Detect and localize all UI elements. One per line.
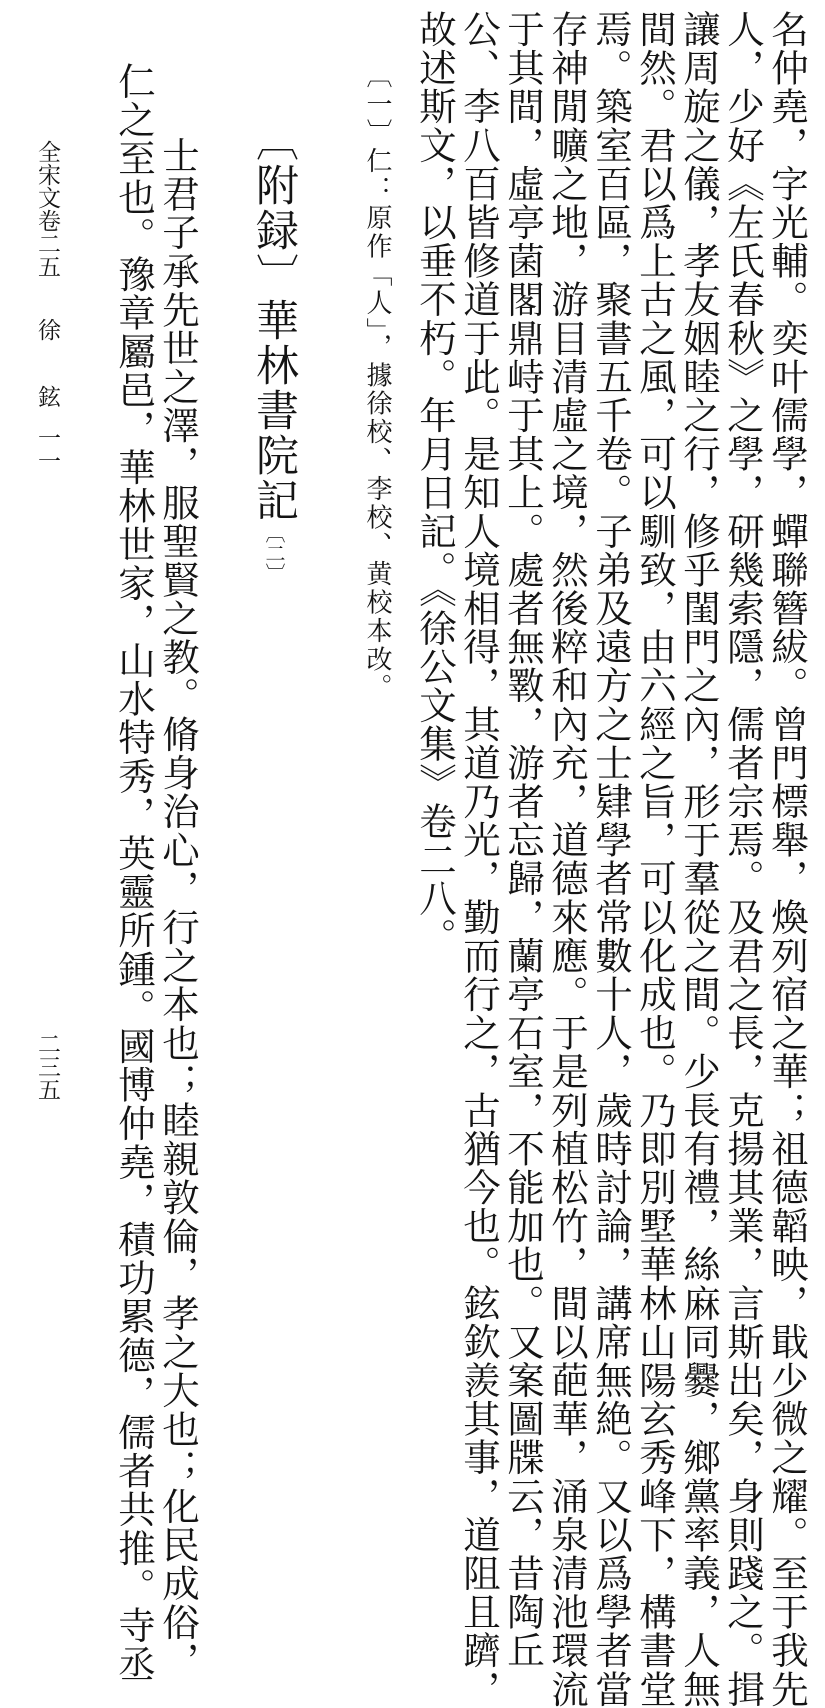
- section-heading: [249, 118, 299, 583]
- text-column-9: 故述斯文，以垂不朽。年月日記。《徐公文集》卷二八。: [413, 10, 457, 957]
- text-column-5: 焉。築室百區，聚書五千卷。子弟及遠方之士肄學者常數十人，歲時討論，講席無絶。又以爲學者當: [589, 10, 633, 1708]
- author-char-1: 徐: [34, 318, 60, 341]
- heading-note-ref: 〔二〕: [262, 523, 286, 583]
- text-column-3: 讓周旋之儀，孝友姻睦之行，修乎閨門之內，形于羣從之間。少長有禮，絲麻同爨，鄉黨率義，人無: [677, 10, 721, 1708]
- section-number: 一一: [34, 426, 60, 472]
- author-char-2: 鉉: [34, 385, 60, 408]
- text-column-2: 人，少好《左氏春秋》之學，研幾索隱，儒者宗焉。及君之長，克揚其業，言斯出矣，身則踐之。揖: [721, 10, 765, 1708]
- text-column-8: 公、李八百皆修道于此。是知人境相得，其道乃光，勤而行之，古猶今也。鉉欽羨其事，道阻且躋，: [457, 10, 501, 1708]
- text-column-7: 于其間，虛亭菌閣鼎峙于其上。處者無斁，游者忘歸，蘭亭石室，不能加也。又案圖牒云，昔陶丘: [501, 10, 545, 1670]
- text-column-1: 名仲堯，字光輔。奕叶儒學，蟬聯簪紱。曾門標舉，煥列宿之華；祖德韜映，戢少微之耀。至于我先: [765, 10, 809, 1708]
- appendix-column-1: 士君子承先世之澤，服聖賢之教。脩身治心，行之本也；睦親敦倫，孝之大也；化民成俗，: [156, 136, 200, 1680]
- section-title: 〔附録〕華林書院記: [249, 118, 299, 523]
- footnote: 〔一〕仁：原作「人」，據徐校、李校、黄校本改。: [362, 62, 392, 703]
- page-number: 二三五: [34, 1032, 60, 1101]
- running-header: [35, 140, 58, 472]
- volume-label: 全宋文卷二五: [34, 140, 60, 278]
- appendix-column-2: 仁之至也。豫章屬邑，華林世家，山水特秀，英靈所鍾。國博仲堯，積功累德，儒者共推。寺丞: [112, 62, 156, 1684]
- text-column-4: 間然。君以爲上古之風，可以馴致，由六經之旨，可以化成也。乃即別墅華林山陽玄秀峰下，構書堂: [633, 10, 677, 1708]
- text-column-6: 存神閒曠之地，游目清虛之境，然後粹和內充，道德來應。于是列植松竹，間以葩華，涌泉清池環流: [545, 10, 589, 1708]
